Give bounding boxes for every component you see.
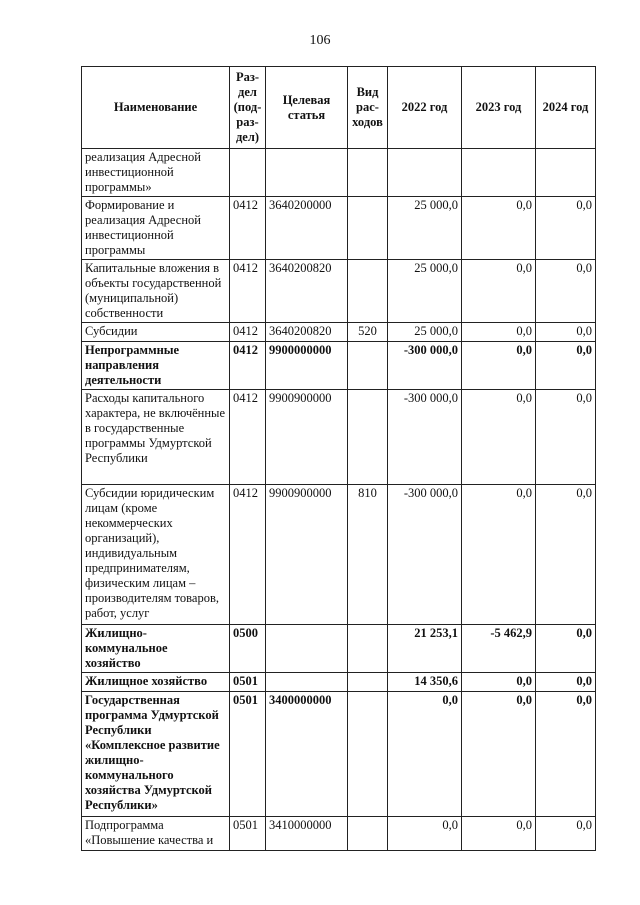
cell-name: Субсидии юридическим лицам (кроме некоммерческих организаций), индивидуальным предпринимателям, физическим лицам – производителям товаров, работ, услуг xyxy=(82,485,230,625)
cell-name: Субсидии xyxy=(82,323,230,342)
cell-target: 9900900000 xyxy=(266,390,348,485)
cell-section: 0412 xyxy=(230,197,266,260)
cell-2022: 0,0 xyxy=(388,817,462,851)
cell-name: Формирование и реализация Адресной инвестиционной программы xyxy=(82,197,230,260)
cell-2024: 0,0 xyxy=(536,342,596,390)
cell-section: 0501 xyxy=(230,692,266,817)
cell-2022: -300 000,0 xyxy=(388,390,462,485)
table-row xyxy=(82,485,596,625)
cell-type: 810 xyxy=(348,485,388,625)
cell-2023: 0,0 xyxy=(462,197,536,260)
cell-2023: 0,0 xyxy=(462,485,536,625)
header-section: Раз- дел (под- раз- дел) xyxy=(230,67,266,149)
cell-target: 3640200820 xyxy=(266,260,348,323)
cell-2023: 0,0 xyxy=(462,342,536,390)
cell-type xyxy=(348,692,388,817)
cell-type: 520 xyxy=(348,323,388,342)
cell-2024: 0,0 xyxy=(536,260,596,323)
cell-2023: 0,0 xyxy=(462,323,536,342)
cell-2023: -5 462,9 xyxy=(462,625,536,673)
cell-section: 0500 xyxy=(230,625,266,673)
cell-2022: 14 350,6 xyxy=(388,673,462,692)
cell-section: 0412 xyxy=(230,323,266,342)
cell-section xyxy=(230,149,266,197)
cell-target xyxy=(266,149,348,197)
budget-table xyxy=(81,66,596,851)
cell-target: 3640200000 xyxy=(266,197,348,260)
cell-section: 0412 xyxy=(230,485,266,625)
cell-type xyxy=(348,390,388,485)
cell-name: Подпрограмма «Повышение качества и xyxy=(82,817,230,851)
cell-section: 0501 xyxy=(230,673,266,692)
cell-target: 3400000000 xyxy=(266,692,348,817)
table-row xyxy=(82,692,596,817)
cell-2022: 0,0 xyxy=(388,692,462,817)
cell-2024: 0,0 xyxy=(536,197,596,260)
cell-name: Жилищное хозяйство xyxy=(82,673,230,692)
cell-2024 xyxy=(536,149,596,197)
cell-target xyxy=(266,625,348,673)
header-2024: 2024 год xyxy=(536,67,596,149)
cell-type xyxy=(348,817,388,851)
cell-section: 0412 xyxy=(230,390,266,485)
cell-2022 xyxy=(388,149,462,197)
table-row xyxy=(82,625,596,673)
table-row xyxy=(82,673,596,692)
header-name: Наименование xyxy=(82,67,230,149)
cell-2023: 0,0 xyxy=(462,817,536,851)
cell-2024: 0,0 xyxy=(536,485,596,625)
cell-target: 3640200820 xyxy=(266,323,348,342)
cell-2022: -300 000,0 xyxy=(388,485,462,625)
cell-2023: 0,0 xyxy=(462,390,536,485)
cell-name: Жилищно-коммунальное хозяйство xyxy=(82,625,230,673)
table-row xyxy=(82,390,596,485)
cell-name: Государственная программа Удмуртской Республики «Комплексное развитие жилищно-коммунального хозяйства Удмуртской Республики» xyxy=(82,692,230,817)
cell-type xyxy=(348,625,388,673)
cell-target: 9900900000 xyxy=(266,485,348,625)
cell-2023: 0,0 xyxy=(462,673,536,692)
cell-2022: -300 000,0 xyxy=(388,342,462,390)
cell-2022: 21 253,1 xyxy=(388,625,462,673)
cell-section: 0412 xyxy=(230,260,266,323)
cell-name: Расходы капитального характера, не включённые в государственные программы Удмуртской Республики xyxy=(82,390,230,485)
header-target: Целевая статья xyxy=(266,67,348,149)
cell-target: 9900000000 xyxy=(266,342,348,390)
cell-type xyxy=(348,260,388,323)
cell-2022: 25 000,0 xyxy=(388,260,462,323)
cell-2023: 0,0 xyxy=(462,260,536,323)
cell-section: 0412 xyxy=(230,342,266,390)
cell-type xyxy=(348,197,388,260)
page-number: 106 xyxy=(309,33,331,48)
table-row xyxy=(82,323,596,342)
cell-name: Капитальные вложения в объекты государственной (муниципальной) собственности xyxy=(82,260,230,323)
cell-2024: 0,0 xyxy=(536,673,596,692)
cell-2024: 0,0 xyxy=(536,692,596,817)
table-row xyxy=(82,197,596,260)
header-expense-type: Вид рас- ходов xyxy=(348,67,388,149)
cell-2024: 0,0 xyxy=(536,323,596,342)
cell-2024: 0,0 xyxy=(536,817,596,851)
cell-target: 3410000000 xyxy=(266,817,348,851)
header-2023: 2023 год xyxy=(462,67,536,149)
table-row xyxy=(82,149,596,197)
header-2022: 2022 год xyxy=(388,67,462,149)
cell-2023 xyxy=(462,149,536,197)
cell-section: 0501 xyxy=(230,817,266,851)
cell-2022: 25 000,0 xyxy=(388,197,462,260)
cell-2024: 0,0 xyxy=(536,390,596,485)
cell-2024: 0,0 xyxy=(536,625,596,673)
cell-name: Непрограммные направления деятельности xyxy=(82,342,230,390)
table-row xyxy=(82,260,596,323)
cell-2023: 0,0 xyxy=(462,692,536,817)
table-header-row xyxy=(82,67,596,149)
cell-2022: 25 000,0 xyxy=(388,323,462,342)
table-row xyxy=(82,817,596,851)
cell-type xyxy=(348,342,388,390)
cell-type xyxy=(348,673,388,692)
cell-name: реализация Адресной инвестиционной программы» xyxy=(82,149,230,197)
cell-target xyxy=(266,673,348,692)
table-row xyxy=(82,342,596,390)
cell-type xyxy=(348,149,388,197)
